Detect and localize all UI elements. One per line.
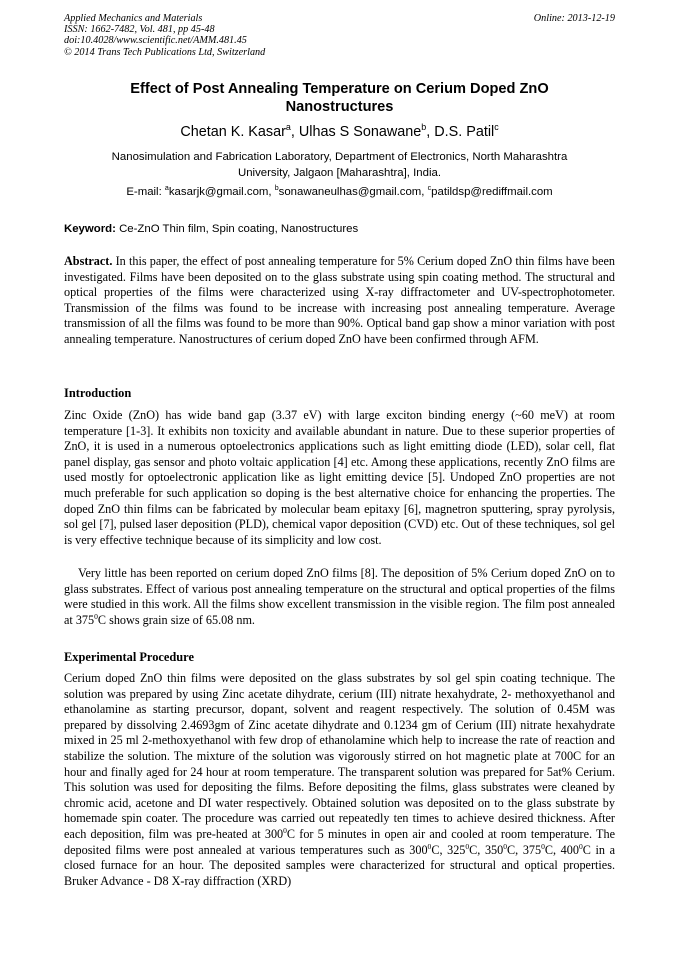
exp-text-end: C in a closed furnace for an hour. The deposited samples were characterized for structural and optical properties. Bruker Advance - D8 X-ray diffraction (XRD) [64, 842, 615, 888]
introduction-heading: Introduction [64, 386, 132, 400]
paper-title [64, 80, 615, 116]
temp-400: C, 400 [544, 842, 579, 857]
journal-header [64, 13, 615, 58]
affiliation [64, 150, 615, 181]
abstract [64, 254, 615, 348]
affiliation-line-2: University, Jalgaon [Maharashtra], India. [237, 166, 442, 179]
keywords [64, 222, 615, 237]
degree-sup: 0 [578, 841, 583, 851]
title-line-1: Effect of Post Annealing Temperature on Cerium Doped ZnO [130, 81, 549, 97]
experimental-paragraph [64, 671, 615, 889]
email-sup-b: b [274, 185, 279, 193]
email-b: sonawaneulhas@gmail.com, [278, 186, 428, 198]
experimental-heading: Experimental Procedure [64, 650, 194, 664]
author-3-sup: c [494, 122, 499, 133]
temp-325: C, 325 [431, 842, 466, 857]
author-separator: , [426, 124, 435, 140]
affiliation-line-1: Nanosimulation and Fabrication Laboratory, Department of Electronics, North Maharashtra [111, 151, 568, 163]
keyword-label: Keyword: [64, 223, 116, 235]
journal-name: Applied Mechanics and Materials [64, 13, 203, 24]
author-separator: , [290, 124, 299, 140]
temp-300: 300 [409, 842, 428, 857]
author-2-sup: b [421, 122, 427, 133]
email-sup-c: c [427, 185, 432, 193]
copyright-line: © 2014 Trans Tech Publications Ltd, Switzerland [64, 46, 266, 58]
online-date: Online: 2013-12-19 [533, 13, 615, 24]
author-2: Ulhas S Sonawane [298, 124, 422, 140]
degree-sup: 0 [541, 841, 545, 851]
exp-text-2: C for 5 minutes in open air and cooled at room temperature. The deposited films were post annealed at various temperatures such as [64, 826, 615, 857]
temp-375: C, 375 [507, 842, 542, 857]
degree-sup: 0 [427, 841, 432, 851]
email-a: kasarjk@gmail.com, [168, 186, 275, 198]
intro-p2-text-end: C shows grain size of 65.08 nm. [97, 612, 255, 627]
issn-line: ISSN: 1662-7482, Vol. 481, pp 45-48 [64, 24, 215, 36]
email-line [64, 185, 615, 200]
author-1-sup: a [285, 122, 291, 133]
abstract-label: Abstract. [64, 254, 113, 268]
temperature-list [409, 843, 583, 857]
degree-sup: 0 [283, 825, 287, 835]
email-label: E-mail: [126, 186, 165, 198]
introduction-paragraph-1: Zinc Oxide (ZnO) has wide band gap (3.37 eV) with large exciton binding energy (~60 meV) at room temperature [1-3]. It exhibits non toxicity and available abundant in nature. Due to these superior properties of ZnO, it is used in a numerous optoelectronics applications such as light emitting diode (LED), solar cell, flat panel display, gas sensor and photo voltaic application [4] etc. Among these applications, recently ZnO films are used mostly for optoelectronic application like as light emitting device [5]. Undoped ZnO properties are not much preferable for such application so doping is the best alternative choice for enhancing the properties. The doped ZnO thin films can be fabricated by molecular beam epitaxy [6], magnetron sputtering, spray pyrolysis, sol gel [7], pulsed laser deposition (PLD), chemical vapor deposition (CVD) etc. Out of these techniques, sol gel is very effective technique because of its simplicity and low cost. [64, 408, 615, 547]
degree-sup: 0 [503, 841, 508, 851]
keyword-text: Ce-ZnO Thin film, Spin coating, Nanostructures [115, 223, 359, 235]
title-line-2: Nanostructures [285, 99, 394, 115]
introduction-paragraph-2 [64, 566, 615, 628]
degree-sup: 0 [465, 841, 470, 851]
email-c: patildsp@rediffmail.com [431, 186, 553, 198]
exp-text-1: Cerium doped ZnO thin films were deposited on the glass substrates by sol gel spin coating technique. The solution was prepared by using Zinc acetate dihydrate, cerium (III) nitrate hexahydrate, 2- methoxyethanol and ethanolamine as starting precursor, dopant, solvent and reagent respectively. The solution of 0.45M was prepared by dissolving 2.4693gm of Zinc acetate dihydrate and 0.1234 gm of Cerium (III) nitrate hexahydrate mixed in 25 ml 2-methoxyethanol with few drop of ethanolamine which help to increase the rate of reaction and stabilize the solution. The mixture of the solution was vigorously stirred on hot magnetic plate at 700C for an hour and finally aged for 24 hour at room temperature. The transparent solution was prepared for 5at% Cerium. This solution was used for depositing the films. Before depositing the films, glass substrates were cleaned by chromic acid, acetone and DI water respectively. Obtained solution was deposited on to the glass substrate by homemade spin coater. The procedure was carried out repeatedly ten times to achieve desired thickness. After each deposition, film was pre-heated at 300 [64, 671, 615, 841]
doi-line: doi:10.4028/www.scientific.net/AMM.481.45 [64, 35, 247, 47]
author-3: D.S. Patil [434, 124, 495, 140]
author-1: Chetan K. Kasar [180, 124, 286, 140]
author-list [64, 123, 615, 141]
intro-p2-text: Very little has been reported on cerium doped ZnO films [8]. The deposition of 5% Cerium doped ZnO on to glass substrates. Effect of various post annealing temperature on the structural and optical properties of the films were studied in this work. All the films show excellent transmission in the visible region. The film post annealed at 375 [64, 566, 615, 627]
abstract-text: In this paper, the effect of post annealing temperature for 5% Cerium doped ZnO thin films have been investigated. Films have been deposited on to the glass substrate using spin coating method. The structural and optical properties of the films were characterized using X-ray diffractometer and UV-spectrophotometer. Transmission of the films was found to be increase with increasing post annealing temperature. Average transmission of all the films was found to be more than 90%. Optical band gap show a minor variation with post annealing temperature. Nanostructures of cerium doped ZnO have been confirmed through AFM. [64, 254, 615, 346]
degree-sup: 0 [94, 611, 98, 621]
email-sup-a: a [164, 185, 169, 193]
temp-350: C, 350 [469, 842, 504, 857]
